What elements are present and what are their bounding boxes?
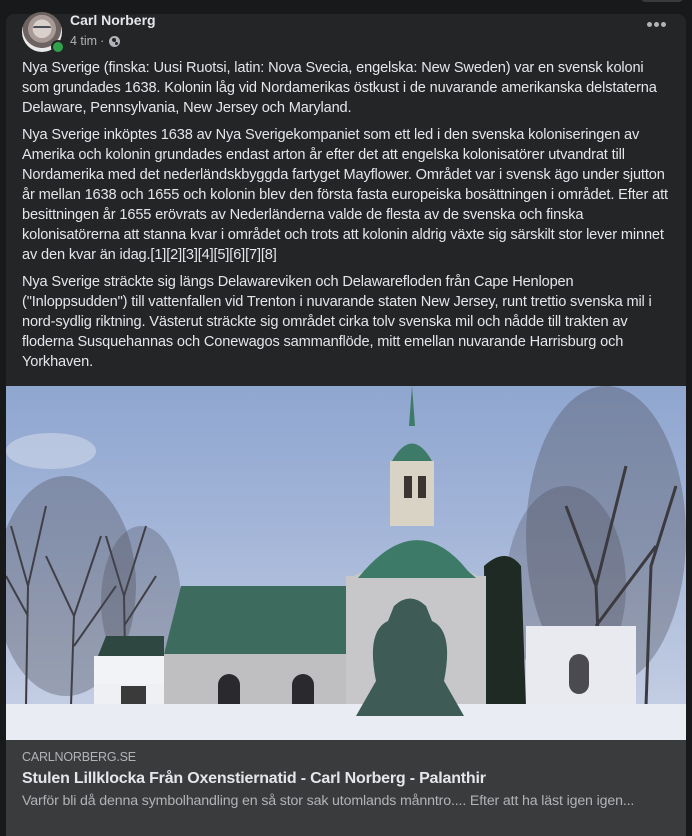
post-card bbox=[6, 14, 686, 834]
chapel-door bbox=[121, 686, 146, 706]
online-status-icon bbox=[51, 40, 65, 54]
page-edge bbox=[686, 14, 692, 815]
chapel-wall bbox=[94, 656, 164, 684]
post-paragraph: Nya Sverige sträckte sig längs Delawareviken och Delawarefloden från Cape Henlopen ("Inloppsudden") till vattenfallen vid Trenton i nuvarande staten New Jersey, runt trettio svenska mil i nord-sydlig riktning. Västerut sträckte sig området cirka tolv svenska mil och nådde till trakten av floderna Susquehannas och Conewagos sammanflöde, mitt emellan nuvarande Harrisburg och Yorkhaven. bbox=[22, 274, 652, 370]
preview-description: Varför bli då denna symbolhandling en så stor sak utomlands månntro.... Efter att ha läst igen igen... bbox=[22, 793, 635, 809]
preview-image[interactable] bbox=[6, 386, 686, 740]
cypress-tree bbox=[484, 556, 526, 706]
more-options-button[interactable] bbox=[644, 16, 668, 32]
preview-title[interactable]: Stulen Lillklocka Från Oxenstiernatid - Carl Norberg - Palanthir bbox=[22, 770, 486, 787]
more-options-icon bbox=[654, 22, 659, 27]
spire bbox=[409, 386, 415, 426]
nave-wall bbox=[164, 651, 374, 709]
preview-info[interactable] bbox=[6, 740, 686, 836]
link-preview[interactable] bbox=[6, 386, 686, 836]
post-header bbox=[22, 14, 672, 58]
chapel-roof bbox=[98, 636, 164, 656]
cloud bbox=[6, 433, 96, 469]
more-options-icon bbox=[647, 22, 652, 27]
right-window bbox=[569, 654, 589, 694]
post-time[interactable]: 4 tim bbox=[70, 34, 98, 48]
meta-separator: · bbox=[100, 34, 105, 48]
post-paragraph: Nya Sverige inköptes 1638 av Nya Sverigekompaniet som ett led i den svenska koloniseringen av Amerika och kolonin grundades endast arton år efter det att engelska kolonisatörer utvandrat till Nordamerika med det nederländskbyggda fartyget Mayflower. Området var i svensk ägo under sjutton år mellan 1638 och 1655 och kolonin blev den första fasta europeiska bosättningen i området. Efter att besittningen år 1655 erövrats av Nederländerna valde de flesta av de svenska och finska kolonisatörerna att stanna kvar i området och trots att kolonin aldrig växte sig särskilt stor lever minnet av den kvar än idag.[1][2][3][4][5][6][7][8] bbox=[22, 127, 668, 263]
spire-bulb bbox=[392, 444, 432, 462]
post-text bbox=[22, 58, 672, 379]
church-bell-photo bbox=[6, 386, 686, 740]
globe-icon[interactable] bbox=[109, 36, 120, 47]
author-name[interactable]: Carl Norberg bbox=[70, 12, 156, 28]
tower-dome bbox=[358, 540, 476, 578]
nave-roof bbox=[164, 586, 376, 654]
avatar-glasses bbox=[33, 26, 51, 33]
post-paragraph: Nya Sverige (finska: Uusi Ruotsi, latin: Nova Svecia, engelska: New Sweden) var en svensk koloni som grundades 1638. Kolonin låg vid Nordamerikas östkust i de nuvarande amerikanska delstaterna Delaware, Pennsylvania, New Jersey och Maryland. bbox=[22, 60, 657, 116]
preview-domain: CARLNORBERG.SE bbox=[22, 750, 136, 764]
snow-ground bbox=[6, 704, 686, 740]
lantern-window bbox=[404, 476, 412, 498]
post-meta bbox=[70, 34, 120, 48]
previous-element-edge bbox=[640, 0, 684, 2]
more-options-icon bbox=[661, 22, 666, 27]
lantern-window bbox=[418, 476, 426, 498]
